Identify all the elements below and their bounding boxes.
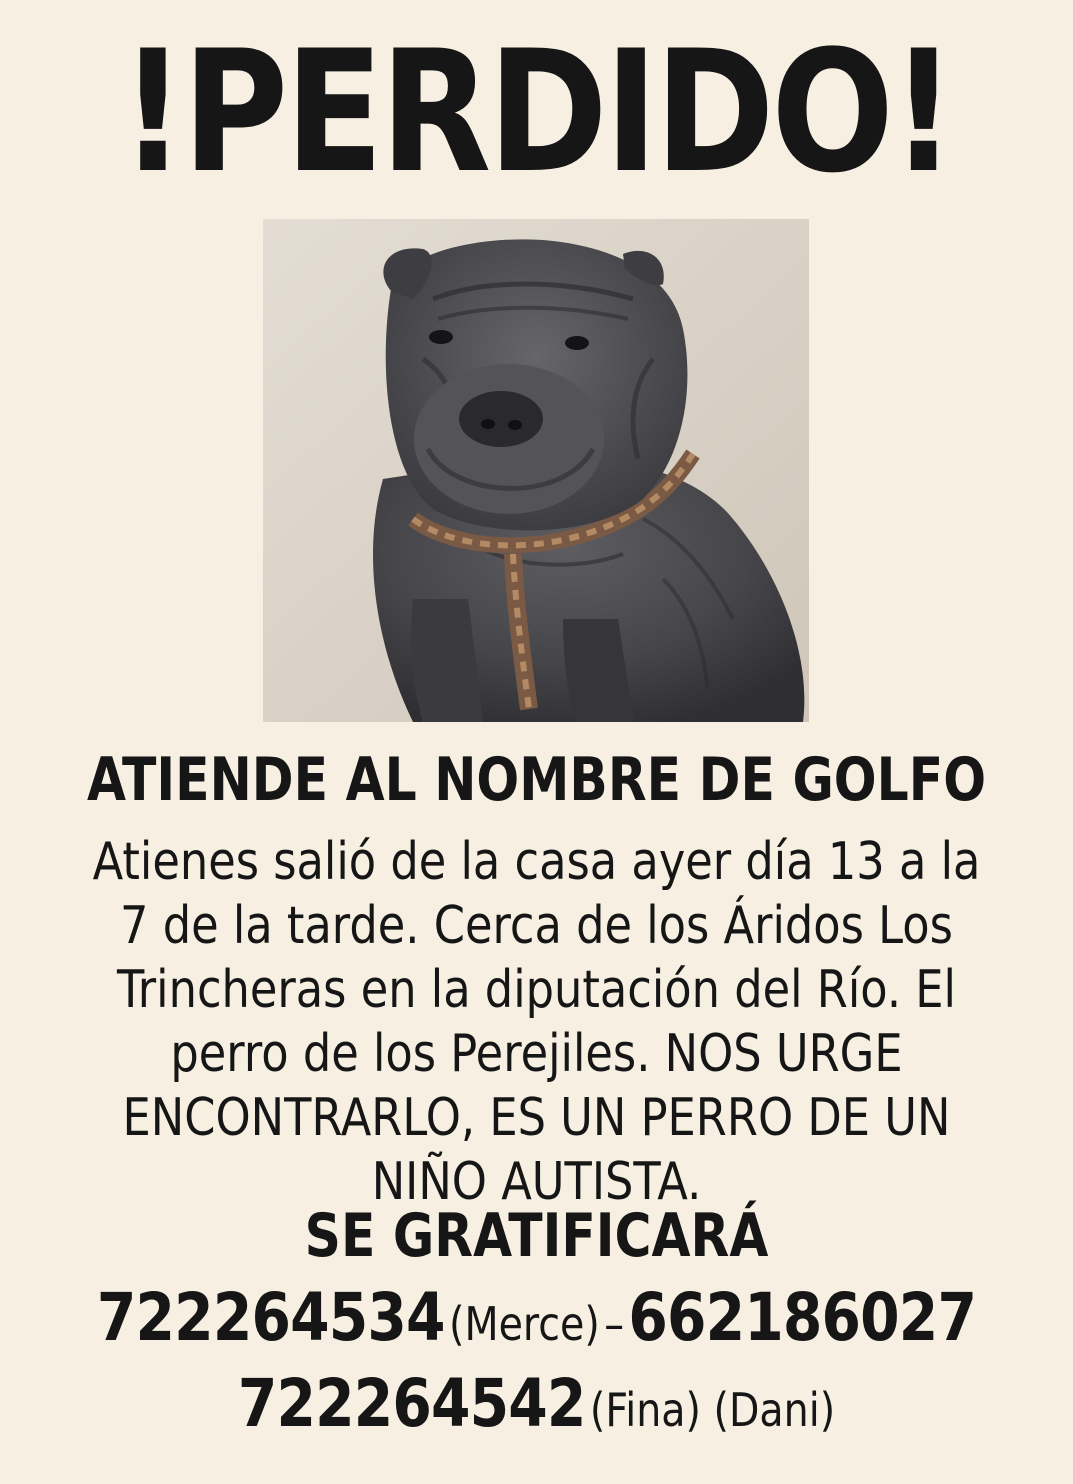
phone-number[interactable]: 662186027 (628, 1279, 977, 1356)
phone-number[interactable]: 722264534 (96, 1279, 445, 1356)
description-line: Trincheras en la diputación del Río. El (117, 960, 956, 1020)
description-line: perro de los Perejiles. NOS URGE (170, 1024, 903, 1084)
description-line: 7 de la tarde. Cerca de los Áridos Los (120, 896, 953, 956)
page-title: !PERDIDO! (119, 14, 954, 210)
dog-photo (263, 219, 809, 722)
reward-notice: SE GRATIFICARÁ (304, 1201, 769, 1271)
description-line: Atienes salió de la casa ayer día 13 a la (92, 832, 981, 892)
phone-number[interactable]: 722264542 (237, 1365, 586, 1442)
separator: – (604, 1297, 624, 1351)
description (0, 830, 1073, 1214)
contact-names: (Fina) (Dani) (589, 1383, 836, 1437)
contact-line-1 (75, 1278, 998, 1364)
dog-name-heading: ATIENDE AL NOMBRE DE GOLFO (86, 745, 987, 815)
description-line: NIÑO AUTISTA. (371, 1152, 702, 1212)
description-line: ENCONTRARLO, ES UN PERRO DE UN (122, 1088, 951, 1148)
contact-line-2 (75, 1364, 998, 1450)
contact-name: (Merce) (449, 1297, 600, 1351)
